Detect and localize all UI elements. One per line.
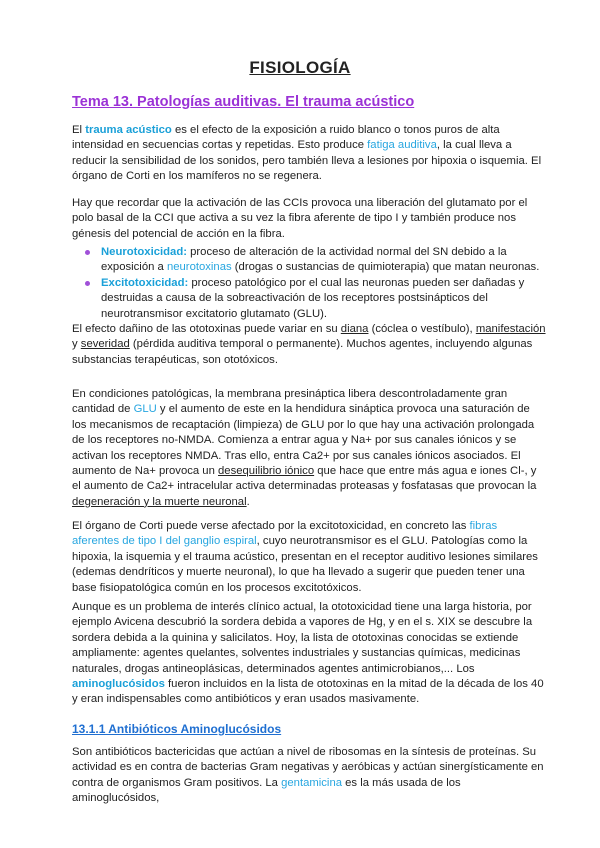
text-run: proceso patológico por el cual las neuronas pueden ser dañadas y destruidas a causa de la sobreactivación de los receptores postsinápticos del neurotransmisor excitatorio glutamato (GLU). xyxy=(101,276,525,320)
paragraph-condiciones-patologicas xyxy=(72,387,547,510)
paragraph-historia-ototoxicidad xyxy=(72,600,547,708)
text-run: Aunque es un problema de interés clínico actual, la ototoxicidad tiene una larga historia, por ejemplo Avicena descubrió la sordera debida a vapores de Hg, y en el s. XIX se descubre la sordera debida a la quinina y salicilatos. Hoy, la lista de ototoxinas conocidas se extiende ampliamente: agentes quelantes, solventes industriales y sustancias químicas, medicinas naturales, drogas antineoplásicas, determinados agentes antimicrobianos,... Los xyxy=(72,601,533,675)
bullet-dot-icon xyxy=(85,281,90,286)
text-run: fueron incluidos en la lista de ototoxinas en la mitad de la década de los 40 y eran indispensables como antibióticos y eran usados masivamente. xyxy=(72,678,544,706)
term-excitotoxicidad: Excitotoxicidad: xyxy=(101,276,189,289)
text-run: , cuyo neurotransmisor es el GLU. Patologías como la hipoxia, la isquemia y el trauma acústico, presentan en el receptor auditivo lesiones similares (edemas dendríticos y muerte neuronal), lo que ha llevado a sugerir que pueden tener una base fisiopatológica común en los procesos excitotóxicos. xyxy=(72,535,538,594)
text-run: En condiciones patológicas, la membrana presináptica libera descontroladamente gran cantidad de xyxy=(72,388,508,416)
text-run: El órgano de Corti puede verse afectado por la excitotoxicidad, en concreto las xyxy=(72,520,470,532)
text-run: (pérdida auditiva temporal o permanente). Muchos agentes, incluyendo algunas substancias terapéuticas, son ototóxicos. xyxy=(72,338,533,366)
term-manifestacion: manifestación xyxy=(475,323,546,335)
text-run: El xyxy=(72,124,86,136)
paragraph-ototoxinas xyxy=(72,322,547,368)
term-diana: diana xyxy=(340,323,369,335)
text-run: es la más usada de los aminoglucósidos, xyxy=(72,776,461,805)
term-desequilibrio-ionico: desequilibrio iónico xyxy=(218,465,315,478)
paragraph-glutamato: Hay que recordar que la activación de las CCIs provoca una liberación del glutamato por el polo basal de la CCI que activa a su vez la fibra aferente de tipo I y también produce nos génesis del potencial de acción en la fibra. xyxy=(72,197,528,240)
term-gentamicina: gentamicina xyxy=(281,776,343,789)
text-run: Son antibióticos bactericidas que actúan a nivel de ribosomas en la síntesis de proteínas. Su actividad es en contra de bacterias Gram negativas y aeróbicas y actúan sinergísticamente en contra de organismos Gram positivos. La xyxy=(72,746,544,789)
term-glu: GLU xyxy=(133,403,157,416)
text-run: , la cual lleva a reducir la sensibilidad de los sonidos, pero también lleva a lesiones por hipoxia o isquemia. El órgano de Corti en los mamíferos no se regenera. xyxy=(72,139,542,183)
text-run: . xyxy=(246,495,250,508)
term-fatiga-auditiva: fatiga auditiva xyxy=(367,139,437,152)
bullet-item-neurotoxicidad xyxy=(72,245,547,276)
text-run: (drogas o sustancias de quimioterapia) que matan neuronas. xyxy=(231,261,540,274)
term-aminoglucosidos: aminoglucósidos xyxy=(72,678,165,691)
term-fibras-aferentes: fibras aferentes de tipo I del ganglio espiral xyxy=(72,520,498,548)
section-heading: Tema 13. Patologías auditivas. El trauma acústico xyxy=(72,94,415,110)
text-run: proceso de alteración de la actividad normal del SN debido a la exposición a xyxy=(101,246,507,274)
bullet-list xyxy=(72,245,547,322)
paragraph-organo-corti xyxy=(72,519,547,596)
text-run: y el aumento de este en la hendidura sináptica provoca una saturación de los mecanismos de recaptación (limpieza) de GLU por lo que hay una activación prolongada de los receptores no-NMDA. Comienza a entrar agua y Na+ por sus canales iónicos y se activan los receptores NMDA. Tras ello, entra Ca2+ por sus canales iónicos asociados. El aumento de Na+ provoca un xyxy=(72,403,535,478)
term-degeneracion: degeneración y la muerte neuronal xyxy=(72,495,247,508)
paragraph-antibioticos xyxy=(72,745,547,807)
bullet-item-excitotoxicidad xyxy=(72,276,547,322)
text-run: es el efecto de la exposición a ruido blanco o tonos puros de alta intensidad en secuencias cortas y repetidas. Esto produce xyxy=(72,124,500,152)
subsection-heading: 13.1.1 Antibióticos Aminoglucósidos xyxy=(72,722,282,736)
text-run: El efecto dañino de las ototoxinas puede variar en su xyxy=(72,323,341,335)
term-neurotoxinas: neurotoxinas xyxy=(166,261,232,274)
term-neurotoxicidad: Neurotoxicidad: xyxy=(101,246,187,258)
document-title: FISIOLOGÍA xyxy=(249,58,351,77)
text-run: que hace que entre más agua e iones Cl-, y el aumento de Ca2+ intracelular activa determinadas proteasas y fosfatasas que provocan la xyxy=(72,465,537,493)
bullet-dot-icon xyxy=(85,250,90,255)
paragraph-trauma-acustico xyxy=(72,123,547,185)
text-run: y xyxy=(72,338,81,351)
term-trauma-acustico: trauma acústico xyxy=(85,124,172,136)
text-run: (cóclea o vestíbulo), xyxy=(368,323,476,335)
term-severidad: severidad xyxy=(80,338,130,351)
